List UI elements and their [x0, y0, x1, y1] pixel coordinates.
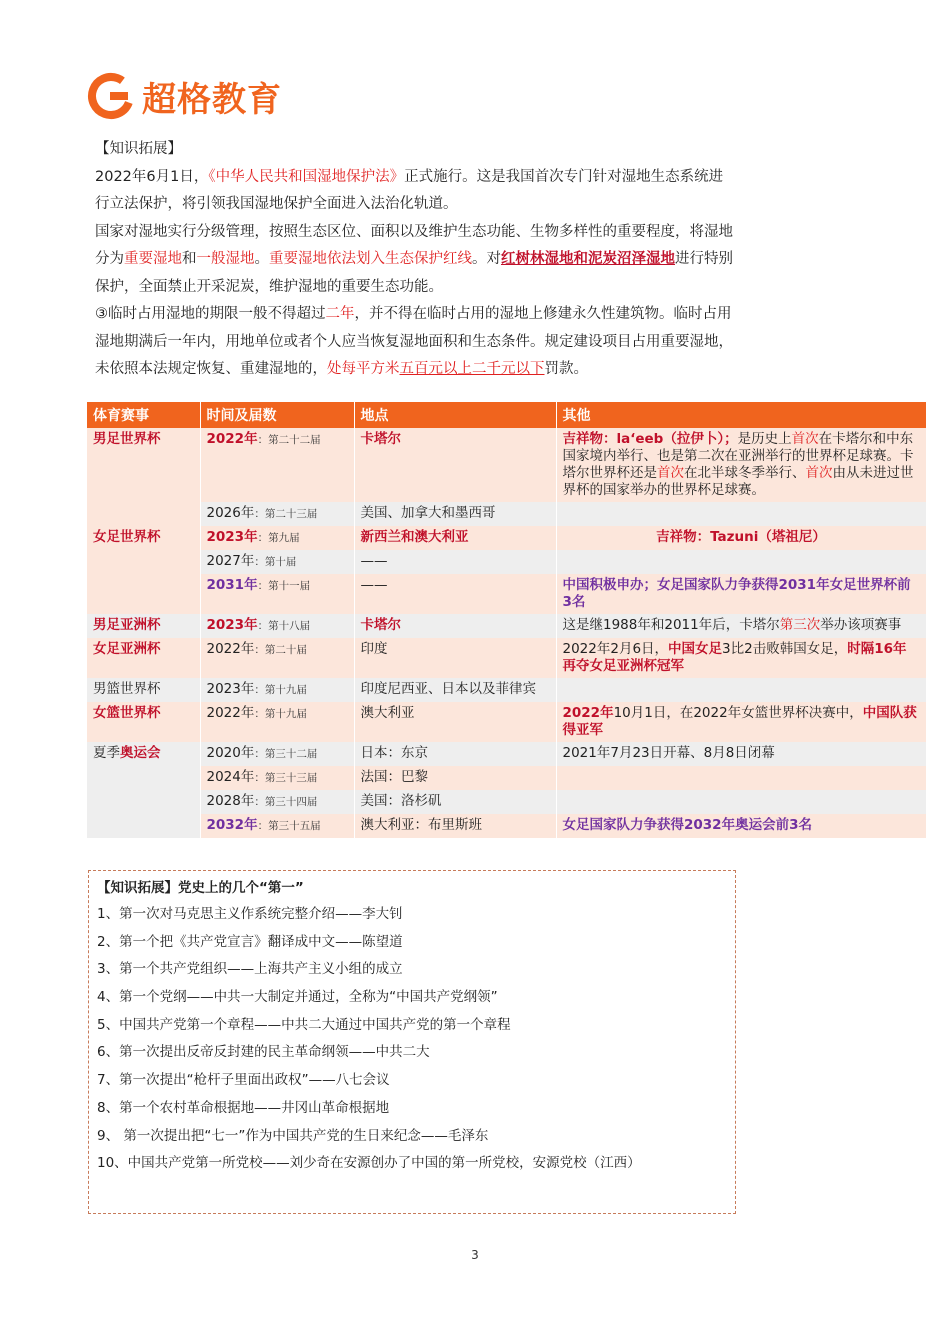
table-row: 女足世界杯 2023年：第九届 新西兰和澳大利亚 吉祥物：Tazuni（塔祖尼）	[87, 526, 926, 550]
list-item: 8、第一个农村革命根据地——井冈山革命根据地	[97, 1099, 390, 1116]
table-header-row	[87, 402, 926, 428]
intro-paragraph-2: 国家对湿地实行分级管理，按照生态区位、面积以及维护生态功能、生物多样性的重要程度，将湿地分为重要湿地和一般湿地。重要湿地依法划入生态保护红线。对红树林湿地和泥炭沼泽湿地进行特别保护，全面禁止开采泥炭，维护湿地的重要生态功能。	[95, 223, 733, 295]
table-row: 夏季奥运会 2020年：第三十二届 日本：东京 2021年7月23日开幕、8月8日闭幕	[87, 742, 926, 766]
table-row: 2032年：第三十五届 澳大利亚：布里斯班 女足国家队力争获得2032年奥运会前3名	[87, 814, 926, 838]
intro-paragraph-3: ③临时占用湿地的期限一般不得超过二年，并不得在临时占用的湿地上修建永久性建筑物。临时占用湿地期满后一年内，用地单位或者个人应当恢复湿地面积和生态条件。规定建设项目占用重要湿地，未依照本法规定恢复、重建湿地的，处每平方米五百元以上二千元以下罚款。	[95, 306, 733, 377]
table-row: 女篮世界杯 2022年：第十九届 澳大利亚 2022年10月1日，在2022年女篮世界杯决赛中，中国队获得亚军	[87, 702, 926, 742]
list-item: 7、第一次提出“枪杆子里面出政权”——八七会议	[97, 1072, 390, 1089]
list-item: 4、第一个党纲——中共一大制定并通过，全称为“中国共产党纲领”	[97, 989, 498, 1006]
header-time: 时间及届数	[200, 402, 354, 428]
law-name: 《中华人民共和国湿地保护法》	[208, 168, 405, 185]
table-row: 2031年：第十一届 —— 中国积极申办；女足国家队力争获得2031年女足世界杯前3名	[87, 574, 926, 614]
list-item: 5、中国共产党第一个章程——中共二大通过中国共产党的第一个章程	[97, 1016, 511, 1033]
header-place: 地点	[354, 402, 556, 428]
table-row: 2024年：第三十三届 法国：巴黎	[87, 766, 926, 790]
brand-name: 超格教育	[142, 79, 282, 120]
firsts-title: 【知识拓展】党史上的几个“第一”	[97, 880, 304, 896]
brand-g-icon	[86, 71, 136, 121]
party-history-firsts-box	[88, 870, 736, 1214]
list-item: 2、第一个把《共产党宣言》翻译成中文——陈望道	[97, 933, 403, 950]
list-item: 6、第一次提出反帝反封建的民主革命纲领——中共二大	[97, 1044, 430, 1061]
header-other: 其他	[556, 402, 926, 428]
intro-heading: 【知识拓展】	[95, 141, 182, 157]
list-item: 1、第一次对马克思主义作系统完整介绍——李大钊	[97, 906, 403, 922]
table-row: 男足世界杯 2022年：第二十二届 卡塔尔 吉祥物：la‘eeb（拉伊卜）；是历史上首次在卡塔尔和中东国家境内举行、也是第二次在亚洲举行的世界杯足球赛。卡塔尔世界杯还是首次在北半球冬季举行、首次由从未进过世界杯的国家举办的世界杯足球赛。	[87, 428, 926, 502]
table-row: 男篮世界杯 2023年：第十九届 印度尼西亚、日本以及菲律宾	[87, 678, 926, 702]
table-row: 2028年：第三十四届 美国：洛杉矶	[87, 790, 926, 814]
knowledge-extension-intro	[95, 136, 735, 384]
list-item: 9、 第一次提出把“七一”作为中国共产党的生日来纪念——毛泽东	[97, 1127, 489, 1144]
header-event: 体育赛事	[87, 402, 200, 428]
sports-events-table	[87, 402, 927, 838]
table-row: 2026年：第二十三届 美国、加拿大和墨西哥	[87, 502, 926, 526]
table-row: 2027年：第十届 ——	[87, 550, 926, 574]
table-row: 女足亚洲杯 2022年：第二十届 印度 2022年2月6日，中国女足3比2击败韩国女足，时隔16年再夺女足亚洲杯冠军	[87, 638, 926, 678]
intro-paragraph-1: 2022年6月1日，《中华人民共和国湿地保护法》正式施行。这是我国首次专门针对湿地生态系统进行立法保护，将引领我国湿地保护全面进入法治化轨道。	[95, 168, 724, 212]
page-number: 3	[471, 1248, 479, 1262]
brand-logo	[86, 70, 282, 122]
list-item: 3、第一个共产党组织——上海共产主义小组的成立	[97, 961, 403, 978]
table-row: 男足亚洲杯 2023年：第十八届 卡塔尔 这是继1988年和2011年后，卡塔尔第三次举办该项赛事	[87, 614, 926, 638]
list-item: 10、中国共产党第一所党校——刘少奇在安源创办了中国的第一所党校，安源党校（江西）	[97, 1155, 641, 1172]
